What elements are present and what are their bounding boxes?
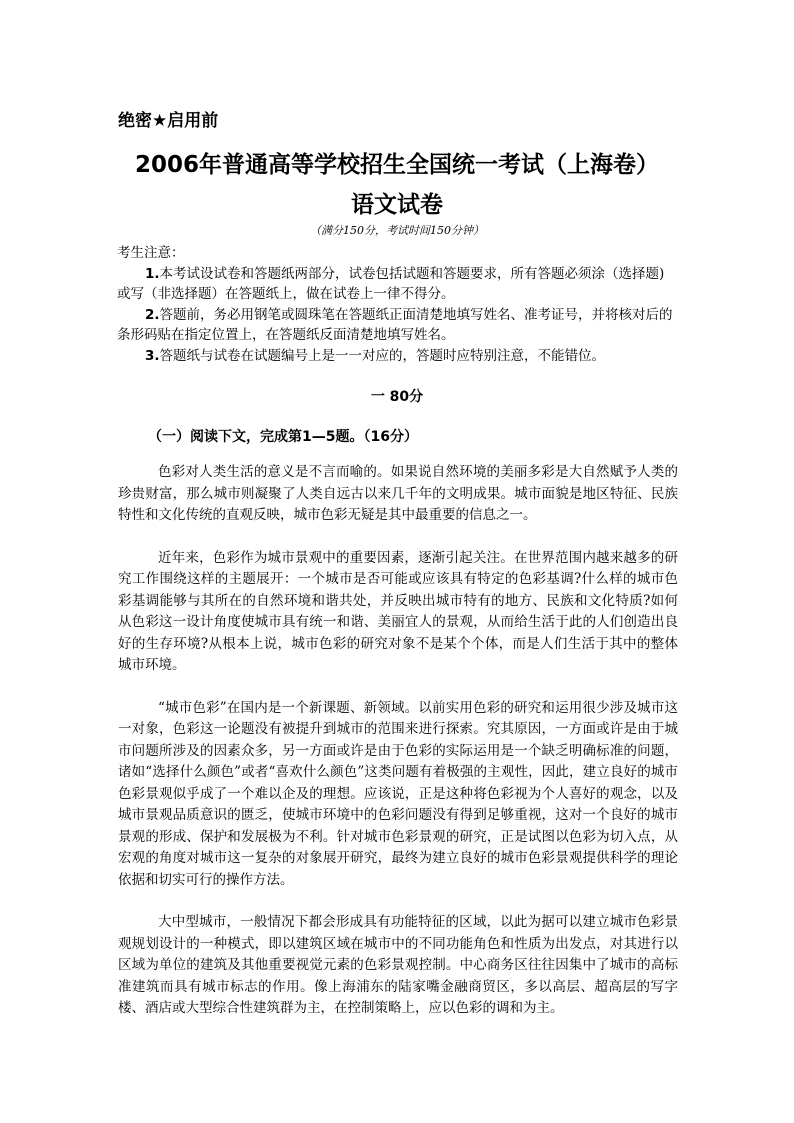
- note-item: [117, 305, 677, 346]
- passage-paragraph: 近年来，色彩作为城市景观中的重要因素，逐渐引起关注。在世界范围内越来越多的研究工作围绕这样的主题展开：一个城市是否可能或应该具有特定的色彩基调?什么样的城市色彩基调能够与其所在的自然环境和谐共处，并反映出城市特有的地方、民族和文化特质?如何从色彩这一设计角度使城市具有统一和谐、美丽宜人的景观，从而给生活于此的人们创造出良好的生存环境?从根本上说，城市色彩的研究对象不是某个个体，而是人们生活于其中的整体城市环境。: [118, 549, 678, 673]
- sub-section-title: （一）阅读下文，完成第1—5题。（16分）: [148, 429, 418, 445]
- note-item: [117, 346, 677, 367]
- notes-heading: 考生注意：: [117, 245, 185, 261]
- note-number: 1.: [145, 265, 160, 282]
- note-text: 答题前，务必用钢笔或圆珠笔在答题纸正面清楚地填写姓名、准考证号，并将核对后的条形码贴在指定位置上，在答题纸反面清楚地填写姓名。: [117, 306, 673, 343]
- note-number: 3.: [145, 347, 160, 364]
- score-note: （满分150分，考试时间150分钟）: [310, 224, 484, 237]
- passage-paragraph: 大中型城市，一般情况下都会形成具有功能特征的区域，以此为据可以建立城市色彩景观规划设计的一种模式，即以建筑区域在城市中的不同功能角色和性质为出发点，对其进行以区域为单位的建筑及其他重要视觉元素的色彩景观控制。中心商务区往往因集中了城市的高标准建筑而具有城市标志的作用。像上海浦东的陆家嘴金融商贸区，多以高层、超高层的写字楼、酒店或大型综合性建筑群为主，在控制策略上，应以色彩的调和为主。: [118, 914, 678, 1016]
- section-title: 一 80分: [370, 389, 424, 405]
- reading-passage: [118, 462, 678, 1041]
- passage-paragraph: “城市色彩”在国内是一个新课题、新领域。以前实用色彩的研究和运用很少涉及城市这一对象，色彩这一论题没有被提升到城市的范围来进行探索。究其原因，一方面或许是由于城市问题所涉及的因素众多，另一方面或许是由于色彩的实际运用是一个缺乏明确标准的问题，诸如“选择什么颜色”或者“喜欢什么颜色”这类问题有着极强的主观性，因此，建立良好的城市色彩景观似乎成了一个难以企及的理想。应该说，正是这种将色彩视为个人喜好的观念，以及城市景观品质意识的匮乏，使城市环境中的色彩问题没有得到足够重视，这对一个良好的城市景观的形成、保护和发展极为不利。针对城市色彩景观的研究，正是试图以色彩为切入点，从宏观的角度对城市这一复杂的对象展开研究，最终为建立良好的城市色彩景观提供科学的理论依据和切实可行的操作方法。: [118, 699, 678, 888]
- note-number: 2.: [145, 306, 160, 323]
- note-item: [117, 264, 677, 305]
- note-text: 本考试设试卷和答题纸两部分，试卷包括试题和答题要求，所有答题必须涂（选择题)或写（非选择题）在答题纸上，做在试卷上一律不得分。: [117, 265, 665, 302]
- note-text: 答题纸与试卷在试题编号上是一一对应的，答题时应特别注意，不能错位。: [159, 347, 606, 364]
- exam-subtitle: 语文试卷: [351, 192, 443, 218]
- passage-paragraph: 色彩对人类生活的意义是不言而喻的。如果说自然环境的美丽多彩是大自然赋予人类的珍贵财富，那么城市则凝聚了人类自远古以来几千年的文明成果。城市面貌是地区特征、民族特性和文化传统的直观反映，城市色彩无疑是其中最重要的信息之一。: [118, 464, 678, 523]
- candidate-notes: [117, 243, 677, 366]
- secret-mark: 绝密★启用前: [118, 111, 219, 131]
- exam-title: 2006年普通高等学校招生全国统一考试（上海卷）: [134, 152, 659, 178]
